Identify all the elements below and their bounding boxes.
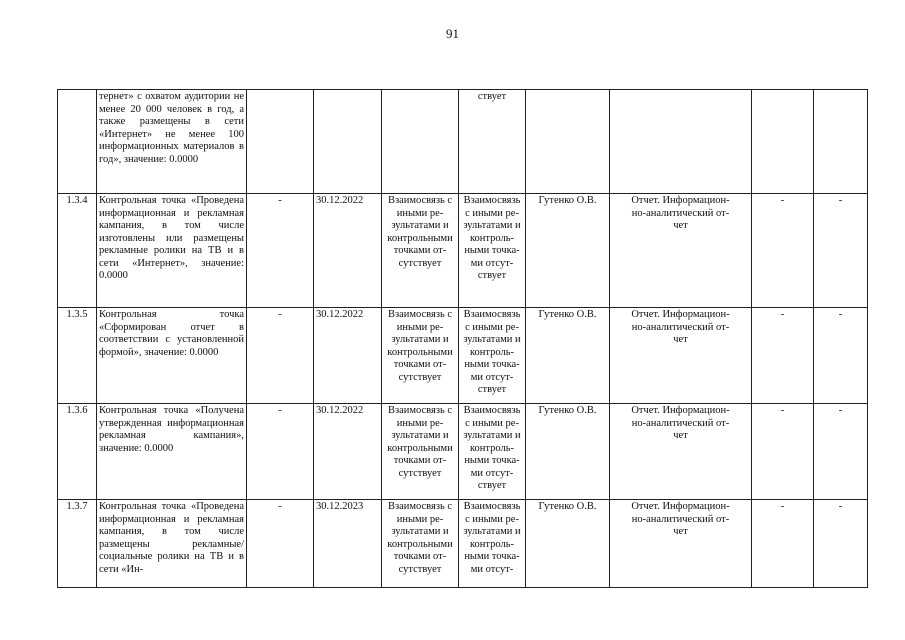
control-point-name: Контрольная точка «Проведена информационная и рекламная кампания, в том числе размещены рекламные/социальные ролики на ТВ и в сети «Ин- bbox=[97, 500, 247, 588]
relation-previous: Взаимосвязь с иными ре- зультатами и контрольными точками от- сутствует bbox=[382, 308, 459, 404]
dash-cell: - bbox=[247, 500, 314, 588]
row-number bbox=[58, 90, 97, 194]
relation-next: Взаимосвязь с иными ре- зультатами и контроль- ными точка- ми отсут- bbox=[459, 500, 526, 588]
relation-previous: Взаимосвязь с иными ре- зультатами и контрольными точками от- сутствует bbox=[382, 500, 459, 588]
relation-next: Взаимосвязь с иными ре- зультатами и контроль- ными точка- ми отсут- ствует bbox=[459, 194, 526, 308]
dash-cell: - bbox=[247, 404, 314, 500]
dash-cell: - bbox=[814, 500, 868, 588]
control-point-name: Контрольная точка «Получена утвержденная информационная рекламная кампания», значение: 0.0000 bbox=[97, 404, 247, 500]
responsible-person: Гутенко О.В. bbox=[526, 500, 610, 588]
row-number: 1.3.7 bbox=[58, 500, 97, 588]
table-row bbox=[58, 404, 868, 500]
dash-cell: - bbox=[247, 194, 314, 308]
responsible-person: Гутенко О.В. bbox=[526, 194, 610, 308]
document-type: Отчет. Информацион- но-аналитический от- чет bbox=[610, 500, 752, 588]
page-number: 91 bbox=[446, 26, 459, 41]
table-row bbox=[58, 500, 868, 588]
dash-cell: - bbox=[752, 308, 814, 404]
relation-next: Взаимосвязь с иными ре- зультатами и контроль- ными точка- ми отсут- ствует bbox=[459, 404, 526, 500]
relation-next: ствует bbox=[459, 90, 526, 194]
control-point-name: Контрольная точка «Проведена информационная и рекламная кампания, в том числе изготовлены или размещены рекламные ролики на ТВ и в сети «Интернет», значение: 0.0000 bbox=[97, 194, 247, 308]
row-number: 1.3.6 bbox=[58, 404, 97, 500]
table-row bbox=[58, 194, 868, 308]
responsible-person: Гутенко О.В. bbox=[526, 404, 610, 500]
relation-previous: Взаимосвязь с иными ре- зультатами и контрольными точками от- сутствует bbox=[382, 404, 459, 500]
document-type: Отчет. Информацион- но-аналитический от- чет bbox=[610, 404, 752, 500]
row-number: 1.3.4 bbox=[58, 194, 97, 308]
dash-cell bbox=[814, 90, 868, 194]
relation-next: Взаимосвязь с иными ре- зультатами и контроль- ными точка- ми отсут- ствует bbox=[459, 308, 526, 404]
deadline-date: 30.12.2022 bbox=[314, 194, 382, 308]
control-point-name: Контрольная точка «Сформирован отчет в соответствии с установленной формой», значение: 0.0000 bbox=[97, 308, 247, 404]
dash-cell bbox=[247, 90, 314, 194]
deadline-date: 30.12.2023 bbox=[314, 500, 382, 588]
control-points-table bbox=[57, 89, 868, 588]
relation-previous bbox=[382, 90, 459, 194]
responsible-person: Гутенко О.В. bbox=[526, 308, 610, 404]
document-type bbox=[610, 90, 752, 194]
dash-cell: - bbox=[752, 500, 814, 588]
dash-cell bbox=[752, 90, 814, 194]
table-row bbox=[58, 308, 868, 404]
deadline-date: 30.12.2022 bbox=[314, 308, 382, 404]
deadline-date bbox=[314, 90, 382, 194]
control-point-name: тернет» с охватом аудитории не менее 20 000 человек в год, а также размещены в сети «Интернет» не менее 100 информационных материалов в год», значение: 0.0000 bbox=[97, 90, 247, 194]
dash-cell: - bbox=[814, 308, 868, 404]
dash-cell: - bbox=[814, 194, 868, 308]
relation-previous: Взаимосвязь с иными ре- зультатами и контрольными точками от- сутствует bbox=[382, 194, 459, 308]
document-type: Отчет. Информацион- но-аналитический от- чет bbox=[610, 194, 752, 308]
dash-cell: - bbox=[247, 308, 314, 404]
document-type: Отчет. Информацион- но-аналитический от- чет bbox=[610, 308, 752, 404]
dash-cell: - bbox=[814, 404, 868, 500]
dash-cell: - bbox=[752, 194, 814, 308]
row-number: 1.3.5 bbox=[58, 308, 97, 404]
dash-cell: - bbox=[752, 404, 814, 500]
responsible-person bbox=[526, 90, 610, 194]
table-row bbox=[58, 90, 868, 194]
deadline-date: 30.12.2022 bbox=[314, 404, 382, 500]
